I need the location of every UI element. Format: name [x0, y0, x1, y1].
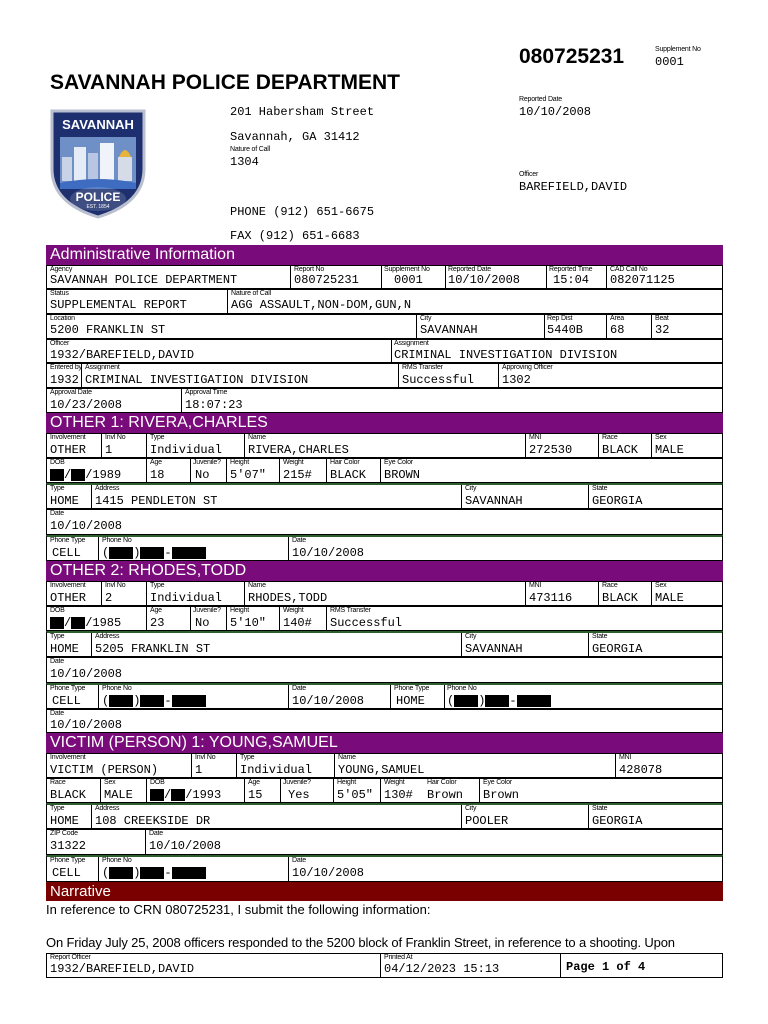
redaction-block	[140, 867, 164, 879]
dept-phone: PHONE (912) 651-6675	[230, 205, 375, 219]
v-juvenile-label: Juvenile?	[283, 779, 311, 786]
o2-city-label: City	[465, 633, 477, 640]
redaction-block	[140, 695, 164, 707]
v-zip-value: 31322	[50, 839, 87, 853]
o1-phonetype-label: Phone Type	[50, 537, 86, 544]
dept-address-line2: Savannah, GA 31412	[230, 130, 360, 144]
other2-row-6	[46, 709, 723, 733]
beat-label: Beat	[655, 315, 669, 322]
v-dob-label: DOB	[150, 779, 165, 786]
v-state-value: GEORGIA	[592, 814, 643, 828]
o2-addrtype-label: Type	[50, 633, 65, 640]
rep-time-label: Reported Time	[549, 266, 593, 273]
admin-row-6	[46, 388, 723, 413]
footer-officer-value: 1932/BAREFIELD,DAVID	[50, 962, 195, 976]
dept-address-line1: 201 Habersham Street	[230, 105, 375, 119]
supp-no-label: Supplement No	[384, 266, 430, 273]
officer-value: BAREFIELD,DAVID	[519, 180, 628, 194]
o1-hair-label: Hair Color	[330, 459, 360, 466]
o1-height-label: Height	[230, 459, 250, 466]
o2-sex-label: Sex	[655, 582, 667, 589]
section-admin-header: Administrative Information	[46, 245, 723, 265]
v-date-label: Date	[149, 830, 163, 837]
nature-value: AGG ASSAULT,NON-DOM,GUN,N	[231, 298, 412, 312]
v-weight-label: Weight	[384, 779, 405, 786]
section-other1-header: OTHER 1: RIVERA,CHARLES	[46, 413, 723, 433]
redaction-block	[71, 617, 85, 629]
o2-city-value: SAVANNAH	[465, 642, 523, 656]
rep-time-value: 15:04	[553, 273, 590, 287]
assignment2-value: CRIMINAL INVESTIGATION DIVISION	[85, 373, 309, 387]
o1-phoneno-redacted: ( ) -	[102, 547, 206, 560]
o1-involvement-value: OTHER	[50, 443, 87, 457]
v-age-label: Age	[248, 779, 260, 786]
nature-of-call-label: Nature of Call	[230, 146, 270, 153]
v-height-label: Height	[337, 779, 357, 786]
o1-dob-field: / /1989	[50, 469, 121, 482]
o2-address-label: Address	[95, 633, 120, 640]
o2-invno-label: Invl No	[105, 582, 126, 589]
o2-mni-value: 473116	[529, 591, 573, 605]
o1-race-label: Race	[602, 434, 618, 441]
other1-row-3	[46, 483, 723, 509]
admin-row-4	[46, 339, 723, 363]
o1-mni-label: MNI	[529, 434, 542, 441]
v-invno-label: Invl No	[195, 754, 216, 761]
rep-date-label: Reported Date	[448, 266, 491, 273]
v-mni-label: MNI	[619, 754, 632, 761]
o1-address-label: Address	[95, 485, 120, 492]
page-number: Page 1 of 4	[566, 960, 646, 974]
cad-value: 082071125	[610, 273, 675, 287]
other1-row-4	[46, 509, 723, 535]
v-addrtype-label: Type	[50, 805, 65, 812]
v-address-label: Address	[95, 805, 120, 812]
v-state-label: State	[592, 805, 608, 812]
approval-time-label: Approval Time	[185, 389, 228, 396]
assignment2-label: Assignment	[85, 364, 120, 371]
victim-row-2	[46, 778, 723, 803]
victim-row-3	[46, 803, 723, 829]
o1-age-value: 18	[150, 468, 165, 482]
o1-state-value: GEORGIA	[592, 494, 643, 508]
o1-addrtype-value: HOME	[50, 494, 79, 508]
o2-phoneno2-redacted: ( ) -	[447, 695, 551, 708]
v-zip-label: ZIP Code	[50, 830, 78, 837]
v-phonetype-label: Phone Type	[50, 857, 86, 864]
nature-label: Nature of Call	[231, 290, 271, 297]
v-dob-field: / /1993	[150, 789, 221, 802]
approval-date-value: 10/23/2008	[50, 398, 123, 412]
o1-involvement-label: Involvement	[50, 434, 86, 441]
v-pdate-value: 10/10/2008	[292, 866, 365, 880]
redaction-block	[150, 789, 164, 801]
o2-type-label: Type	[150, 582, 165, 589]
other2-row-2	[46, 606, 723, 631]
o2-height-value: 5'10"	[230, 616, 267, 630]
o2-sex-value: MALE	[655, 591, 684, 605]
admin-row-3	[46, 314, 723, 339]
o1-dob-label: DOB	[50, 459, 65, 466]
supplement-number: 0001	[655, 55, 684, 69]
reported-date-value: 10/10/2008	[519, 105, 592, 119]
o2-involvement-label: Involvement	[50, 582, 86, 589]
admin-row-5	[46, 363, 723, 388]
o1-city-value: SAVANNAH	[465, 494, 523, 508]
o1-eye-label: Eye Color	[384, 459, 413, 466]
o2-race-value: BLACK	[602, 591, 639, 605]
admin-row-2	[46, 289, 723, 314]
o1-weight-label: Weight	[283, 459, 304, 466]
o2-dob-label: DOB	[50, 607, 65, 614]
o1-phonetype-value: CELL	[52, 546, 81, 560]
o1-state-label: State	[592, 485, 608, 492]
o1-juvenile-label: Juvenile?	[193, 459, 221, 466]
o1-race-value: BLACK	[602, 443, 639, 457]
redaction-block	[109, 695, 133, 707]
area-label: Area	[610, 315, 624, 322]
o2-juvenile-value: No	[195, 616, 210, 630]
v-hair-value: Brown	[427, 788, 464, 802]
o2-race-label: Race	[602, 582, 618, 589]
location-label: Location	[50, 315, 75, 322]
o1-dob-value: /1989	[85, 468, 122, 483]
v-age-value: 15	[248, 788, 263, 802]
entered-by-label: Entered by	[50, 364, 82, 371]
o2-dob-field: / /1985	[50, 617, 121, 630]
v-date-value: 10/10/2008	[149, 839, 222, 853]
section-other2-header: OTHER 2: RHODES,TODD	[46, 561, 723, 581]
v-sex-value: MALE	[104, 788, 133, 802]
o2-dob-value: /1985	[85, 616, 122, 631]
v-weight-value: 130#	[384, 788, 413, 802]
badge-top-text: SAVANNAH	[62, 117, 134, 132]
o2-name-label: Name	[248, 582, 266, 589]
redaction-block	[172, 867, 206, 879]
redaction-block	[171, 789, 185, 801]
other2-row-1	[46, 581, 723, 606]
o2-state-label: State	[592, 633, 608, 640]
o2-phonetype2-value: HOME	[396, 694, 425, 708]
o2-weight-label: Weight	[283, 607, 304, 614]
city-label: City	[420, 315, 432, 322]
city-value: SAVANNAH	[420, 323, 478, 337]
o2-state-value: GEORGIA	[592, 642, 643, 656]
o1-type-value: Individual	[150, 443, 223, 457]
v-phoneno-redacted: ( ) -	[102, 867, 206, 880]
footer-officer-label: Report Officer	[50, 954, 91, 961]
v-hair-label: Hair Color	[427, 779, 457, 786]
repdist-value: 5440B	[547, 323, 584, 337]
v-invno-value: 1	[195, 763, 203, 777]
narrative-line-1: In reference to CRN 080725231, I submit the following information:	[46, 902, 431, 917]
other1-row-1	[46, 433, 723, 458]
supplement-label: Supplement No	[655, 46, 701, 53]
o1-sex-label: Sex	[655, 434, 667, 441]
department-title: SAVANNAH POLICE DEPARTMENT	[50, 71, 401, 94]
o1-name-label: Name	[248, 434, 266, 441]
v-height-value: 5'05"	[337, 788, 374, 802]
approving-officer-label: Approving Officer	[502, 364, 553, 371]
rep-date-value: 10/10/2008	[448, 273, 521, 287]
other1-row-5	[46, 535, 723, 561]
redaction-block	[172, 547, 206, 559]
o2-mni-label: MNI	[529, 582, 542, 589]
o1-date-value: 10/10/2008	[50, 519, 123, 533]
rms-value: Successful	[402, 373, 475, 387]
admin-row-1	[46, 265, 723, 289]
section-victim-header: VICTIM (PERSON) 1: YOUNG,SAMUEL	[46, 733, 723, 753]
o1-invno-value: 1	[105, 443, 113, 457]
o1-type-label: Type	[150, 434, 165, 441]
v-sex-label: Sex	[104, 779, 116, 786]
footer-row	[46, 953, 723, 978]
v-race-value: BLACK	[50, 788, 87, 802]
o2-rms-value: Successful	[330, 616, 403, 630]
v-eye-label: Eye Color	[483, 779, 512, 786]
v-race-label: Race	[50, 779, 66, 786]
o1-hair-value: BLACK	[330, 468, 367, 482]
o1-name-value: RIVERA,CHARLES	[248, 443, 349, 457]
v-eye-value: Brown	[483, 788, 520, 802]
redaction-block	[172, 695, 206, 707]
cad-label: CAD Call No	[610, 266, 648, 273]
o1-date-label: Date	[50, 510, 64, 517]
o2-phoneno2-label: Phone No	[447, 685, 477, 692]
o2-pdate2-label: Date	[50, 710, 64, 717]
approving-officer-value: 1302	[502, 373, 531, 387]
v-mni-value: 428078	[619, 763, 663, 777]
report-no-value: 080725231	[294, 273, 359, 287]
o2-date-value: 10/10/2008	[50, 667, 123, 681]
officer-label: Officer	[519, 171, 539, 178]
redaction-block	[109, 867, 133, 879]
o2-date-label: Date	[50, 658, 64, 665]
reported-date-label: Reported Date	[519, 96, 562, 103]
o1-height-value: 5'07"	[230, 468, 267, 482]
area-value: 68	[610, 323, 625, 337]
nature-of-call-value: 1304	[230, 155, 259, 169]
o1-addrtype-label: Type	[50, 485, 65, 492]
v-name-value: YOUNG,SAMUEL	[338, 763, 425, 777]
o1-juvenile-value: No	[195, 468, 210, 482]
redaction-block	[140, 547, 164, 559]
o2-phoneno-label: Phone No	[102, 685, 132, 692]
o2-juvenile-label: Juvenile?	[193, 607, 221, 614]
victim-row-4	[46, 829, 723, 855]
approval-time-value: 18:07:23	[185, 398, 243, 412]
section-narrative-header: Narrative	[46, 882, 723, 901]
redaction-block	[71, 469, 85, 481]
v-addrtype-value: HOME	[50, 814, 79, 828]
report-no-label: Report No	[294, 266, 325, 273]
o1-eye-value: BROWN	[384, 468, 421, 482]
printed-at-value: 04/12/2023 15:13	[384, 962, 500, 976]
o2-name-value: RHODES,TODD	[248, 591, 328, 605]
victim-row-1	[46, 753, 723, 778]
v-pdate-label: Date	[292, 857, 306, 864]
o1-pdate-label: Date	[292, 537, 306, 544]
repdist-label: Rep Dist	[547, 315, 573, 322]
o2-phonetype2-label: Phone Type	[394, 685, 430, 692]
redaction-block	[109, 547, 133, 559]
other1-row-2	[46, 458, 723, 483]
status-value: SUPPLEMENTAL REPORT	[50, 298, 187, 312]
o2-pdate-value: 10/10/2008	[292, 694, 365, 708]
v-involvement-label: Involvement	[50, 754, 86, 761]
agency-value: SAVANNAH POLICE DEPARTMENT	[50, 273, 238, 287]
printed-at-label: Printed At	[384, 954, 413, 961]
dept-fax: FAX (912) 651-6683	[230, 229, 360, 243]
o1-sex-value: MALE	[655, 443, 684, 457]
v-city-value: POOLER	[465, 814, 509, 828]
supp-no-value: 0001	[394, 273, 423, 287]
o1-weight-value: 215#	[283, 468, 312, 482]
v-phoneno-label: Phone No	[102, 857, 132, 864]
o1-city-label: City	[465, 485, 477, 492]
redaction-block	[454, 695, 478, 707]
o1-mni-value: 272530	[529, 443, 573, 457]
redaction-block	[517, 695, 551, 707]
o2-pdate-label: Date	[292, 685, 306, 692]
location-value: 5200 FRANKLIN ST	[50, 323, 166, 337]
assignment-value: CRIMINAL INVESTIGATION DIVISION	[394, 348, 618, 362]
o2-weight-value: 140#	[283, 616, 312, 630]
o2-address-value: 5205 FRANKLIN ST	[95, 642, 211, 656]
o2-age-label: Age	[150, 607, 162, 614]
status-label: Status	[50, 290, 69, 297]
v-type-value: Individual	[240, 763, 313, 777]
o2-phoneno-redacted: ( ) -	[102, 695, 206, 708]
agency-label: Agency	[50, 266, 73, 273]
v-type-label: Type	[240, 754, 255, 761]
report-number: 080725231	[519, 45, 625, 68]
o2-involvement-value: OTHER	[50, 591, 87, 605]
o2-pdate2-value: 10/10/2008	[50, 718, 123, 732]
assignment-label: Assignment	[394, 340, 429, 347]
v-juvenile-value: Yes	[288, 788, 310, 802]
v-phonetype-value: CELL	[52, 866, 81, 880]
o2-phonetype-value: CELL	[52, 694, 81, 708]
v-city-label: City	[465, 805, 477, 812]
o1-invno-label: Invl No	[105, 434, 126, 441]
redaction-block	[485, 695, 509, 707]
v-involvement-value: VICTIM (PERSON)	[50, 763, 159, 777]
o1-age-label: Age	[150, 459, 162, 466]
redaction-block	[50, 617, 64, 629]
o2-age-value: 23	[150, 616, 165, 630]
o2-invno-value: 2	[105, 591, 113, 605]
o1-address-value: 1415 PENDLETON ST	[95, 494, 218, 508]
badge-est-text: EST. 1854	[86, 204, 110, 210]
other2-row-3	[46, 631, 723, 657]
redaction-block	[50, 469, 64, 481]
o2-height-label: Height	[230, 607, 250, 614]
rms-label: RMS Transfer	[402, 364, 443, 371]
approval-date-label: Approval Date	[50, 389, 92, 396]
o2-phonetype-label: Phone Type	[50, 685, 86, 692]
v-dob-value: /1993	[185, 788, 222, 803]
v-name-label: Name	[338, 754, 356, 761]
entered-by-value: 1932	[50, 373, 79, 387]
badge-bottom-text: POLICE	[75, 190, 121, 204]
narrative-line-2: On Friday July 25, 2008 officers responded to the 5200 block of Franklin Street, in reference to a shooting. Upon	[46, 935, 675, 950]
beat-value: 32	[655, 323, 670, 337]
o1-phoneno-label: Phone No	[102, 537, 132, 544]
other2-row-5	[46, 683, 723, 709]
officer-row-value: 1932/BAREFIELD,DAVID	[50, 348, 195, 362]
o1-pdate-value: 10/10/2008	[292, 546, 365, 560]
o2-addrtype-value: HOME	[50, 642, 79, 656]
officer-row-label: Officer	[50, 340, 70, 347]
other2-row-4	[46, 657, 723, 683]
victim-row-5	[46, 855, 723, 882]
v-address-value: 108 CREEKSIDE DR	[95, 814, 211, 828]
o2-type-value: Individual	[150, 591, 223, 605]
o2-rms-label: RMS Transfer	[330, 607, 371, 614]
